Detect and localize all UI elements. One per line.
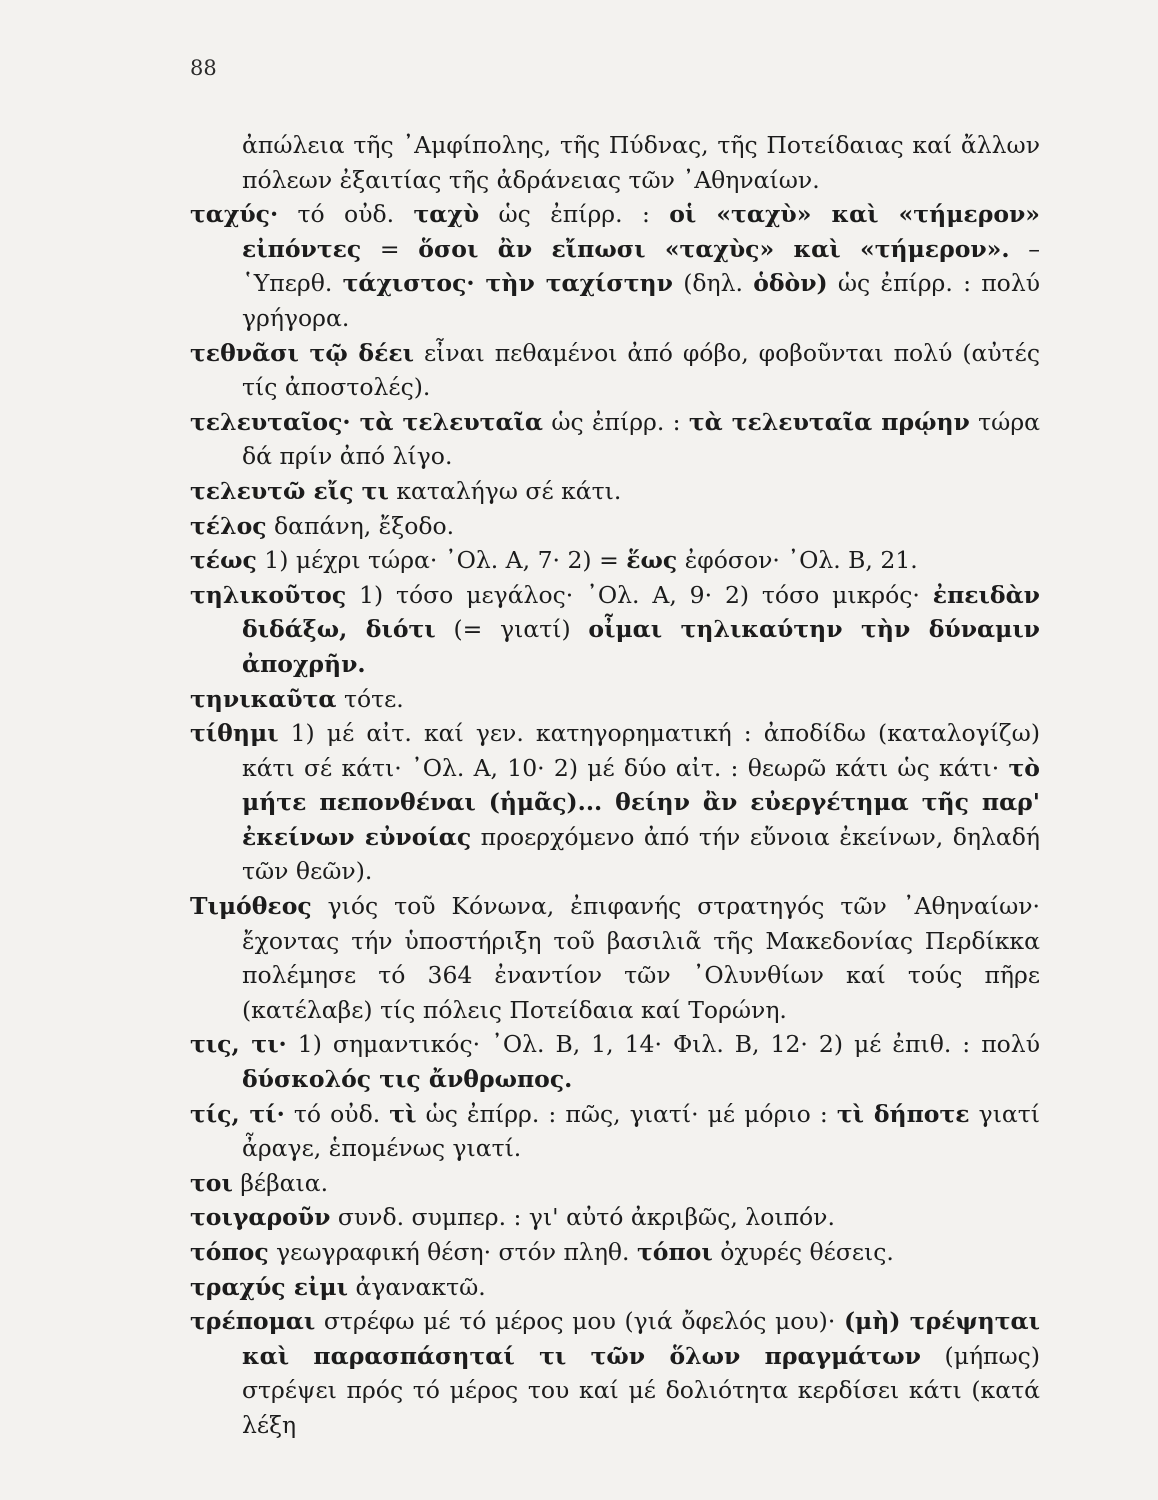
entry-text: βέβαια. [232,1168,329,1197]
entry-term: τόπος [190,1238,269,1266]
glossary-entry [190,1166,1040,1201]
entry-term: τόποι [637,1238,713,1266]
entry-text: γεωγραφική θέση· στόν πληθ. [268,1238,637,1266]
entry-text: ὡς ἐπίρρ. : πολύ γρήγορα. [242,269,1040,332]
glossary-entry [190,1027,1040,1096]
entry-text: τό οὐδ. [278,200,414,229]
entry-term: Τιμόθεος [190,892,312,921]
entry-term: ὅσοι ἂν εἴπωσι «ταχὺς» καὶ «τήμερον». [418,234,1010,263]
glossary-entry [190,716,1040,889]
entry-term: ἕως [626,546,678,575]
entry-term: ὁδὸν) [753,269,828,298]
glossary-entry [190,889,1040,1027]
entry-term: ἐπειδὰν διδάξω, διότι [242,580,1040,644]
glossary-entry [190,1304,1040,1442]
entry-term: τις, τι· [190,1030,287,1059]
entry-text: = [361,234,419,263]
glossary-entry [190,1270,1040,1305]
entry-text: τό οὐδ. [284,1099,390,1128]
entry-text: τώρα δά πρίν ἀπό λίγο. [242,407,1041,471]
entry-text: (= γιατί) [435,615,589,644]
entry-term: τοιγαροῦν [190,1203,331,1232]
entry-text: 1) μέχρι τώρα· ᾿Ολ. Α, 7· 2) = [256,546,627,575]
entry-text: 1) σημαντικός· ᾿Ολ. Β, 1, 14· Φιλ. Β, 12· 2) μέ ἐπιθ. : πολύ [286,1030,1040,1059]
entry-text: (μήπως) στρέψει πρός τό μέρος του καί μέ δολιότητα κερδίσει κάτι (κατά λέξη [242,1341,1040,1439]
entry-term: οἱ «ταχὺ» καὶ «τήμερον» εἰπόντες [242,200,1040,263]
glossary-entry [190,1200,1040,1235]
entry-term: τὶ δήποτε [836,1099,970,1128]
entry-text: ὡς ἐπίρρ. : [543,407,689,436]
glossary-entry [190,197,1040,335]
entry-text: 1) τόσο μεγάλος· ᾿Ολ. Α, 9· 2) τόσο μικρός· [346,580,933,609]
entry-text: ὡς ἐπίρρ. : [479,200,670,229]
entry-text: καταλήγω σέ κάτι. [388,476,622,505]
entry-text: ὡς ἐπίρρ. : πῶς, γιατί· μέ μόριο : [416,1099,837,1128]
entry-text: (δηλ. [672,269,754,298]
entry-term: τηνικαῦτα [190,684,337,713]
entry-text: ἀπώλεια τῆς ᾿Αμφίπολης, τῆς Πύδνας, τῆς Ποτείδαιας καί ἄλλων πόλεων ἐξαιτίας τῆς ἀδράνειας τῶν ᾿Αθηναίων. [242,131,1040,194]
entry-term: τὰ τελευταῖα πρῴην [688,407,970,436]
glossary-entry [190,474,1040,509]
glossary-entry [190,543,1040,578]
glossary-entry [190,405,1040,474]
entry-term: οἶμαι τηλικαύτην τὴν δύναμιν ἀποχρῆν. [242,615,1040,678]
entry-text: δαπάνη, ἔξοδο. [266,511,455,540]
entry-term: τελευτῶ εἴς τι [190,476,389,505]
entry-term: τρέπομαι [190,1307,316,1336]
entry-term: δύσκολός τις ἄνθρωπος. [242,1065,573,1094]
glossary-entry [190,682,1040,717]
entry-text: τότε. [336,684,404,713]
entry-term: τραχύς εἰμι [190,1272,349,1301]
entry-term: τίθημι [190,719,279,748]
entry-term: τοι [190,1168,233,1197]
entry-text: γιός τοῦ Κόνωνα, ἐπιφανής στρατηγός τῶν ᾿Αθηναίων· ἔχοντας τήν ὑποστήριξη τοῦ βασιλιᾶ τῆς Μακεδονίας Περδίκκα πολέμησε τό 364 ἐναντίον τῶν ᾿Ολυνθίων καί τούς πῆρε (κατέλαβε) τίς πόλεις Ποτείδαια καί Τορώνη. [242,892,1040,1024]
entry-text: στρέφω μέ τό μέρος μου (γιά ὄφελός μου)· [315,1307,844,1336]
entry-term: τὸ μήτε πεπονθέναι (ἡμᾶς)... θείην ἂν εὐεργέτημα τῆς παρ' ἐκείνων εὐνοίας [242,753,1040,851]
entry-text: ἐφόσον· ᾿Ολ. Β, 21. [677,546,918,575]
entry-text: εἶναι πεθαμένοι ἀπό φόβο, φοβοῦνται πολύ (αὐτές τίς ἀποστολές). [242,338,1040,402]
glossary-entry [190,1235,1040,1270]
entry-continuation [190,128,1040,197]
entry-term: ταχὺ [413,200,480,229]
entry-term: ταχύς· [190,200,279,229]
entry-term: τέως [190,546,257,575]
glossary-entry [190,509,1040,544]
glossary-entry [190,336,1040,405]
entry-text: ὀχυρές θέσεις. [712,1238,894,1266]
entry-term: τεθνᾶσι τῷ δέει [190,338,415,367]
entry-term: τηλικοῦτος [190,580,347,609]
entry-term: τέλος [190,511,267,540]
entry-text: γιατί ἆραγε, ἑπομένως γιατί. [242,1099,1040,1163]
glossary-entry [190,578,1040,682]
page-number: 88 [190,56,217,80]
entry-term: (μὴ) τρέψηται καὶ παρασπάσηταί τι τῶν ὅλων πραγμάτων [242,1307,1040,1370]
entry-term: τίς, τί· [190,1099,285,1128]
entry-text: 1) μέ αἰτ. καί γεν. κατηγορηματική : ἀποδίδω (καταλογίζω) κάτι σέ κάτι· ᾿Ολ. Α, 10· 2) μέ δύο αἰτ. : θεωρῶ κάτι ὡς κάτι· [242,719,1040,782]
entry-text: – ῾Υπερθ. [242,234,1040,298]
entry-text: προερχόμενο ἀπό τήν εὔνοια ἐκείνων, δηλαδή τῶν θεῶν). [242,822,1040,886]
glossary-entry [190,1097,1040,1166]
entry-term: τάχιστος· τὴν ταχίστην [342,269,673,298]
entry-term: τελευταῖος· τὰ τελευταῖα [190,407,544,436]
entry-text: συνδ. συμπερ. : γι' αὐτό ἀκριβῶς, λοιπόν. [330,1203,835,1232]
entry-term: τὶ [389,1099,417,1128]
glossary-entries [190,128,1040,1443]
entry-text: ἀγανακτῶ. [348,1272,486,1301]
